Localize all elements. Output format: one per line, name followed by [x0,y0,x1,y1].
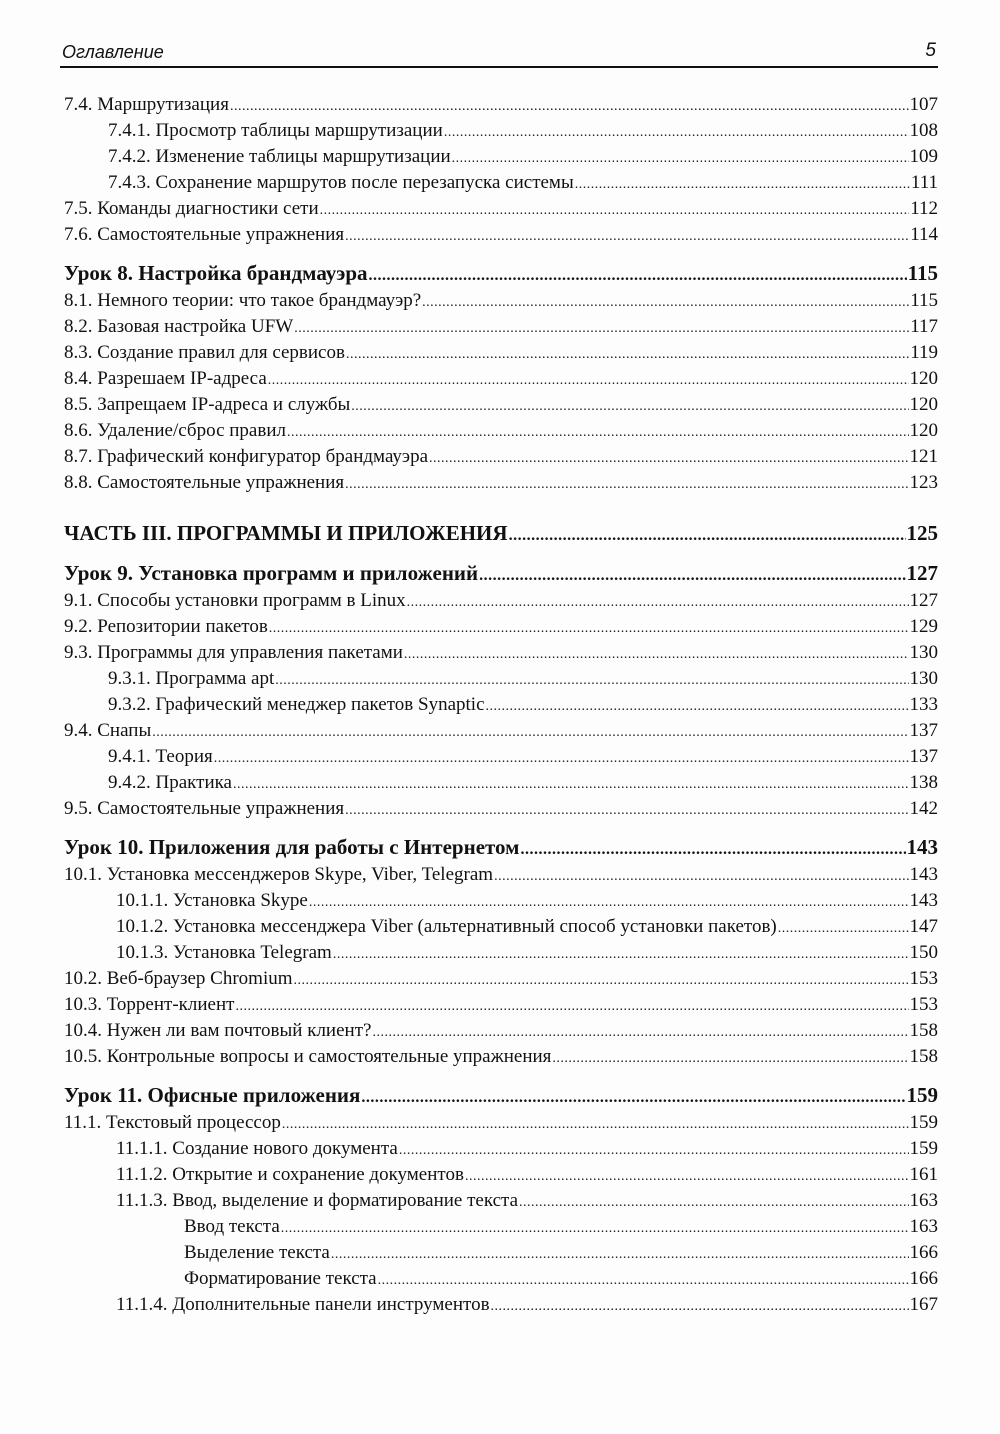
toc-entry-page: 138 [909,772,938,793]
toc-entry-page: 137 [909,720,938,741]
toc-entry [64,1162,938,1188]
dot-leader [346,342,909,368]
toc-lesson-heading [64,558,938,588]
dot-leader [444,120,909,146]
toc-entry-title: 10.3. Торрент-клиент [64,994,235,1015]
toc-entry-page: 130 [909,642,938,663]
toc-entry-title: 9.4. Снапы [64,720,152,741]
toc-entry-title: 10.1.2. Установка мессенджера Viber (альтернативный способ установки пакетов) [116,916,777,937]
toc-entry-title: 9.3.2. Графический менеджер пакетов Synaptic [108,694,485,715]
toc-entry-page: 159 [909,1112,938,1133]
toc-entry [64,744,938,770]
toc-entry-title: Ввод текста [184,1216,280,1237]
dot-leader [361,1083,905,1113]
toc-entry-title: 7.4.2. Изменение таблицы маршрутизации [108,146,451,167]
dot-leader [287,420,909,446]
table-of-contents [64,92,938,1318]
toc-entry-page: 153 [909,994,938,1015]
toc-entry [64,314,938,340]
toc-lesson-heading [64,832,938,862]
toc-entry-title: 8.7. Графический конфигуратор брандмауэра [64,446,428,467]
dot-leader [282,1112,909,1138]
toc-entry [64,666,938,692]
toc-entry-title: 11.1.2. Открытие и сохранение документов [116,1164,464,1185]
toc-entry-page: 153 [909,968,938,989]
toc-entry-page: 115 [910,290,938,311]
toc-entry-title: ЧАСТЬ III. ПРОГРАММЫ И ПРИЛОЖЕНИЯ [64,521,508,545]
toc-entry-page: 137 [909,746,938,767]
toc-entry [64,888,938,914]
toc-entry-title: 11.1.3. Ввод, выделение и форматирование текста [116,1190,519,1211]
toc-entry-title: 10.5. Контрольные вопросы и самостоятельные упражнения [64,1046,552,1067]
toc-entry-page: 147 [909,916,938,937]
toc-entry-title: Урок 8. Настройка брандмауэра [64,261,368,285]
dot-leader [494,864,908,890]
toc-part-heading [64,518,938,548]
toc-entry-page: 121 [909,446,938,467]
toc-entry-title: 9.3.1. Программа apt [108,668,275,689]
dot-leader [233,772,909,798]
dot-leader [333,942,909,968]
toc-entry-page: 143 [906,835,938,859]
toc-lesson-heading [64,258,938,288]
dot-leader [268,368,909,394]
dot-leader [235,994,908,1020]
toc-entry [64,614,938,640]
toc-entry [64,222,938,248]
toc-entry [64,196,938,222]
dot-leader [486,694,909,720]
toc-entry [64,366,938,392]
dot-leader [520,835,905,865]
toc-entry-page: 143 [909,864,938,885]
toc-entry-page: 109 [909,146,938,167]
dot-leader [452,146,909,172]
toc-entry-title: 11.1.1. Создание нового документа [116,1138,398,1159]
header-page-number: 5 [925,40,936,61]
toc-entry [64,444,938,470]
toc-entry [64,718,938,744]
toc-entry [64,1044,938,1070]
toc-entry-page: 143 [909,890,938,911]
toc-entry [64,1136,938,1162]
toc-entry-title: 8.5. Запрещаем IP-адреса и службы [64,394,351,415]
toc-entry-page: 133 [909,694,938,715]
dot-leader [778,916,909,942]
dot-leader [351,394,908,420]
toc-entry-title: 9.5. Самостоятельные упражнения [64,798,345,819]
dot-leader [407,590,909,616]
toc-entry-title: 10.2. Веб-браузер Chromium [64,968,293,989]
toc-entry-title: 8.6. Удаление/сброс правил [64,420,286,441]
toc-entry-title: 8.2. Базовая настройка UFW [64,316,294,337]
toc-entry [64,1214,938,1240]
toc-entry-title: 8.8. Самостоятельные упражнения [64,472,345,493]
toc-entry-title: 7.4.1. Просмотр таблицы маршрутизации [108,120,443,141]
running-header [60,38,938,68]
toc-entry [64,144,938,170]
toc-entry [64,966,938,992]
dot-leader [429,446,909,472]
dot-leader [404,642,909,668]
toc-entry-title: 9.2. Репозитории пакетов [64,616,268,637]
toc-entry-page: 120 [909,368,938,389]
header-title: Оглавление [62,42,164,62]
toc-entry-page: 120 [909,420,938,441]
toc-entry-title: 8.4. Разрешаем IP-адреса [64,368,267,389]
dot-leader [281,1216,909,1242]
toc-entry-page: 114 [910,224,938,245]
toc-entry [64,1018,938,1044]
toc-entry-title: Урок 11. Офисные приложения [64,1083,361,1107]
toc-entry [64,640,938,666]
toc-entry [64,796,938,822]
toc-entry [64,1266,938,1292]
dot-leader [345,224,909,250]
toc-entry-page: 161 [909,1164,938,1185]
toc-entry-title: 11.1. Текстовый процессор [64,1112,281,1133]
dot-leader [152,720,908,746]
dot-leader [230,94,909,120]
toc-entry-page: 159 [906,1083,938,1107]
toc-entry-title: 8.3. Создание правил для сервисов [64,342,345,363]
toc-entry-page: 115 [907,261,938,285]
toc-lesson-heading [64,1080,938,1110]
toc-entry-title: 10.1.3. Установка Telegram [116,942,332,963]
toc-entry-page: 166 [909,1268,938,1289]
toc-entry [64,1188,938,1214]
toc-entry [64,418,938,444]
toc-entry [64,692,938,718]
toc-entry-page: 166 [909,1242,938,1263]
dot-leader [320,198,910,224]
toc-entry [64,1292,938,1318]
toc-entry [64,914,938,940]
toc-entry-title: 8.1. Немного теории: что такое брандмауэр? [64,290,422,311]
dot-leader [491,1294,909,1320]
toc-entry-page: 167 [909,1294,938,1315]
dot-leader [509,521,906,551]
dot-leader [331,1242,909,1268]
toc-entry-page: 127 [906,561,938,585]
toc-entry [64,940,938,966]
dot-leader [372,1020,908,1046]
toc-entry [64,392,938,418]
toc-entry-title: Урок 9. Установка программ и приложений [64,561,479,585]
toc-entry-title: Урок 10. Приложения для работы с Интернетом [64,835,520,859]
toc-entry [64,862,938,888]
toc-entry-page: 150 [909,942,938,963]
toc-entry-title: 7.5. Команды диагностики сети [64,198,319,219]
toc-entry-page: 142 [909,798,938,819]
dot-leader [479,561,905,591]
toc-entry [64,770,938,796]
dot-leader [345,798,908,824]
toc-entry-title: 9.4.1. Теория [108,746,213,767]
toc-entry-page: 111 [910,172,938,193]
toc-entry [64,340,938,366]
dot-leader [294,968,909,994]
dot-leader [552,1046,908,1072]
toc-entry-title: 9.3. Программы для управления пакетами [64,642,403,663]
toc-entry [64,992,938,1018]
toc-entry [64,118,938,144]
toc-entry-title: 10.1.1. Установка Skype [116,890,308,911]
dot-leader [575,172,910,198]
toc-entry-page: 119 [910,342,938,363]
toc-entry-title: 7.4. Маршрутизация [64,94,229,115]
toc-entry-title: Выделение текста [184,1242,330,1263]
toc-entry-page: 127 [909,590,938,611]
toc-entry-page: 158 [909,1020,938,1041]
toc-entry-page: 125 [906,521,938,545]
toc-entry-page: 163 [909,1190,938,1211]
toc-entry-page: 107 [909,94,938,115]
toc-entry-title: 7.6. Самостоятельные упражнения [64,224,345,245]
dot-leader [465,1164,909,1190]
dot-leader [269,616,909,642]
dot-leader [378,1268,909,1294]
toc-entry-page: 130 [909,668,938,689]
dot-leader [294,316,909,342]
toc-entry [64,588,938,614]
dot-leader [399,1138,909,1164]
dot-leader [214,746,909,772]
toc-entry-page: 159 [909,1138,938,1159]
toc-entry-page: 158 [909,1046,938,1067]
toc-entry-page: 117 [910,316,938,337]
toc-entry-page: 108 [909,120,938,141]
toc-entry-page: 112 [910,198,938,219]
toc-entry [64,1110,938,1136]
toc-entry-page: 163 [909,1216,938,1237]
dot-leader [422,290,909,316]
toc-entry-title: 7.4.3. Сохранение маршрутов после перезапуска системы [108,172,574,193]
dot-leader [275,668,908,694]
toc-entry-page: 129 [909,616,938,637]
dot-leader [519,1190,908,1216]
toc-entry-title: 9.1. Способы установки программ в Linux [64,590,406,611]
dot-leader [345,472,908,498]
toc-entry-title: 10.4. Нужен ли вам почтовый клиент? [64,1020,372,1041]
toc-entry [64,288,938,314]
dot-leader [309,890,909,916]
dot-leader [369,261,907,291]
toc-entry-title: 10.1. Установка мессенджеров Skype, Viber, Telegram [64,864,494,885]
toc-entry [64,92,938,118]
toc-entry-title: Форматирование текста [184,1268,377,1289]
toc-entry-page: 123 [909,472,938,493]
toc-entry-title: 11.1.4. Дополнительные панели инструментов [116,1294,490,1315]
toc-entry-page: 120 [909,394,938,415]
toc-entry [64,1240,938,1266]
toc-entry [64,470,938,496]
toc-entry [64,170,938,196]
toc-entry-title: 9.4.2. Практика [108,772,232,793]
